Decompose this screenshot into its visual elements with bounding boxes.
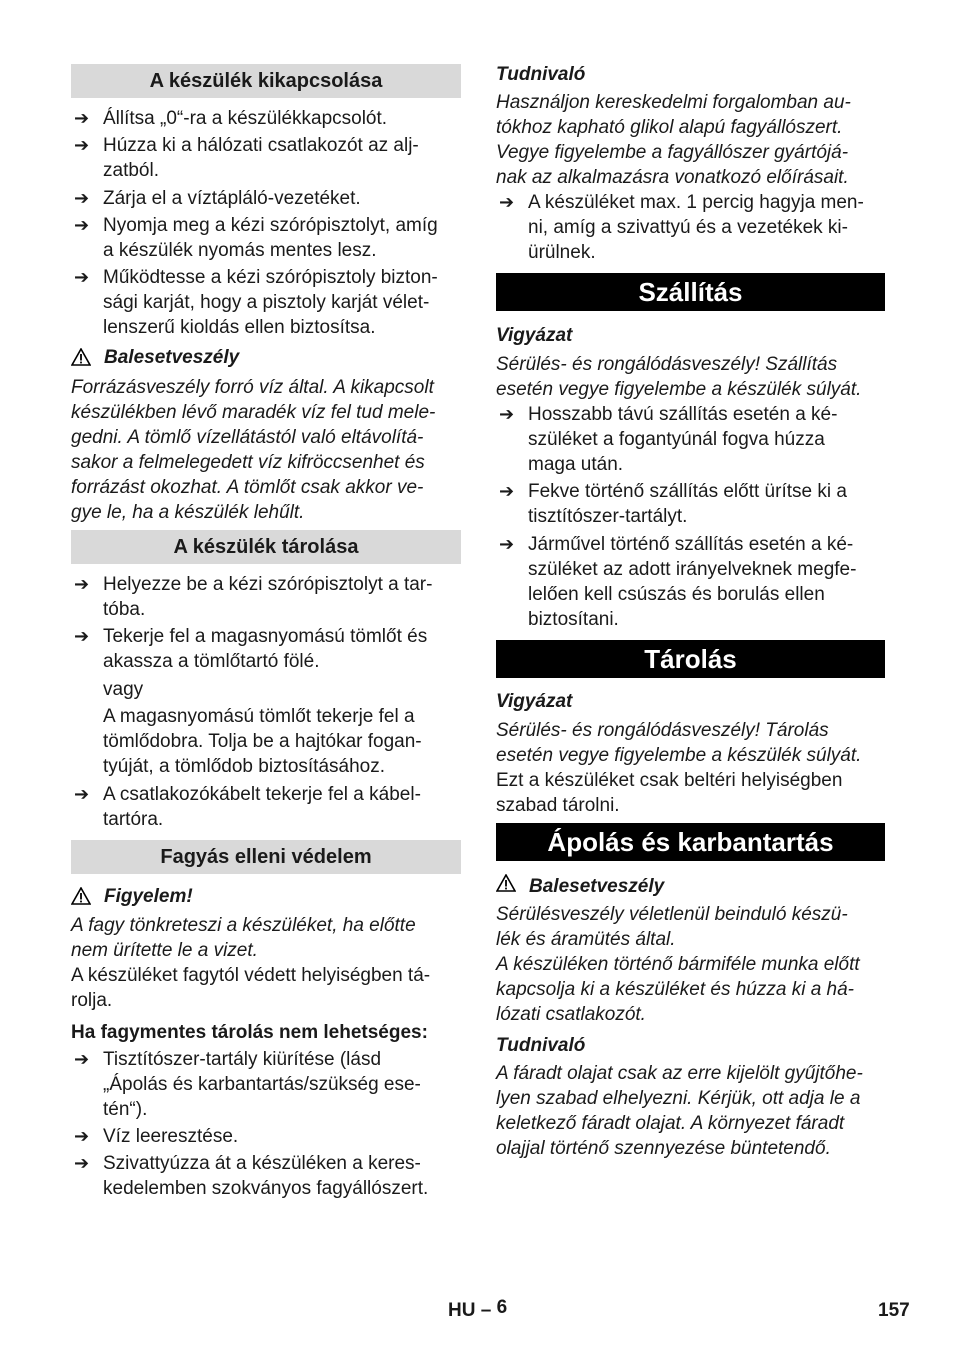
list-item-text: Járművel történő szállítás esetén a ké- xyxy=(528,534,854,555)
text-line: keletkező fáradt olajat. A környezet fáradt xyxy=(496,1113,845,1134)
text-line: Vegye figyelembe a fagyállószer gyártójá- xyxy=(496,142,849,163)
text-line: Vigyázat xyxy=(496,325,573,346)
page-total-number: 157 xyxy=(878,1300,910,1321)
arrow-icon: ➔ xyxy=(74,188,90,208)
list-item-text: lenszerű kioldás ellen biztosítsa. xyxy=(103,317,376,338)
footer-lang: HU xyxy=(448,1300,476,1321)
list-item-text: Állítsa „0“-ra a készülékkapcsolót. xyxy=(103,108,388,129)
arrow-icon: ➔ xyxy=(74,626,90,646)
warning-triangle-icon xyxy=(71,887,91,905)
list-item-text: tömlődobra. Tolja be a hajtókar fogan- xyxy=(103,731,422,752)
text-line: Forrázásveszély forró víz által. A kikapcsolt xyxy=(71,377,434,398)
section-heading-storage: A készülék tárolása xyxy=(71,530,461,564)
list-item-text: A csatlakozókábelt tekerje fel a kábel- xyxy=(103,784,421,805)
text-line: A készüléket fagytól védett helyiségben tá- xyxy=(71,965,431,986)
list-item-text: Szivattyúzza át a készüléken a keres- xyxy=(103,1153,421,1174)
text-line: Sérülés- és rongálódásveszély! Tárolás xyxy=(496,720,829,741)
text-line: Tudnivaló xyxy=(496,64,586,85)
text-line: lék és áramütés által. xyxy=(496,929,676,950)
arrow-icon: ➔ xyxy=(499,192,515,212)
list-item-text: sági karját, hogy a pisztoly karját vélet- xyxy=(103,292,430,313)
text-line: A fagy tönkreteszi a készüléket, ha előtte xyxy=(71,915,416,936)
text-line: forrázást okozhat. A tömlőt csak akkor ve- xyxy=(71,477,424,498)
text-line: esetén vegye figyelembe a készülék súlyát. xyxy=(496,745,862,766)
arrow-icon: ➔ xyxy=(74,1153,90,1173)
list-item-text: Fekve történő szállítás előtt ürítse ki a xyxy=(528,481,847,502)
list-item-text: akassza a tömlőtartó fölé. xyxy=(103,651,320,672)
text-line: Sérülés- és rongálódásveszély! Szállítás xyxy=(496,354,838,375)
text-line: lyen szabad elhelyezni. Kérjük, ott adja le a xyxy=(496,1088,861,1109)
text-line: Ezt a készüléket csak beltéri helyiségben xyxy=(496,770,843,791)
list-item-text: biztosítani. xyxy=(528,609,619,630)
page-footer-label xyxy=(448,1297,508,1322)
list-item-text: tyúját, a tömlődob biztosításához. xyxy=(103,756,385,777)
list-item-text: Működtesse a kézi szórópisztoly bizton- xyxy=(103,267,438,288)
warning-title: Figyelem! xyxy=(104,886,193,907)
warning-title: Balesetveszély xyxy=(529,876,665,897)
text-line: Vigyázat xyxy=(496,691,573,712)
list-item-text: maga után. xyxy=(528,454,624,475)
list-item-text: vagy xyxy=(103,679,144,700)
list-item-text: Húzza ki a hálózati csatlakozót az alj- xyxy=(103,135,419,156)
list-item-text: Tisztítószer-tartály kiürítése (lásd xyxy=(103,1049,382,1070)
text-line: A készüléken történő bármiféle munka előtt xyxy=(496,954,860,975)
text-line: lózati csatlakozót. xyxy=(496,1004,646,1025)
section-heading-maintenance: Ápolás és karbantartás xyxy=(496,823,885,861)
text-line: esetén vegye figyelembe a készülék súlyát. xyxy=(496,379,862,400)
footer-dash: – xyxy=(480,1300,492,1321)
footer-page-number: 6 xyxy=(496,1297,508,1318)
list-item-text: tartóra. xyxy=(103,809,164,830)
list-item-text: ni, amíg a szivattyú és a vezetékek ki- xyxy=(528,217,848,238)
arrow-icon: ➔ xyxy=(499,404,515,424)
list-item-text: Tekerje fel a magasnyomású tömlőt és xyxy=(103,626,428,647)
text-line: Ha fagymentes tárolás nem lehetséges: xyxy=(71,1022,428,1043)
text-line: szabad tárolni. xyxy=(496,795,620,816)
list-item-text: tén“). xyxy=(103,1099,148,1120)
text-line: Sérülésveszély véletlenül beinduló készü- xyxy=(496,904,848,925)
warning-triangle-icon xyxy=(496,874,516,892)
arrow-icon: ➔ xyxy=(74,135,90,155)
list-item-text: Hosszabb távú szállítás esetén a ké- xyxy=(528,404,838,425)
list-item-text: lelően kell csúszás és borulás ellen xyxy=(528,584,825,605)
list-item-text: A készüléket max. 1 percig hagyja men- xyxy=(528,192,864,213)
arrow-icon: ➔ xyxy=(74,1126,90,1146)
text-line: Tudnivaló xyxy=(496,1035,586,1056)
list-item-text: Víz leeresztése. xyxy=(103,1126,239,1147)
list-item-text: Zárja el a víztápláló-vezetéket. xyxy=(103,188,361,209)
text-line: Használjon kereskedelmi forgalomban au- xyxy=(496,92,851,113)
list-item-text: tóba. xyxy=(103,599,146,620)
section-heading-switch-off: A készülék kikapcsolása xyxy=(71,64,461,98)
text-line: sakor a felmelegedett víz kifröccsenhet és xyxy=(71,452,425,473)
warning-title: Balesetveszély xyxy=(104,347,240,368)
arrow-icon: ➔ xyxy=(74,1049,90,1069)
section-heading-storage: Tárolás xyxy=(496,640,885,678)
section-heading-transport: Szállítás xyxy=(496,273,885,311)
list-item-text: Nyomja meg a kézi szórópisztolyt, amíg xyxy=(103,215,438,236)
text-line: nak az alkalmazásra vonatkozó előírásait. xyxy=(496,167,849,188)
text-line: gye le, ha a készülék lehűlt. xyxy=(71,502,305,523)
list-item-text: tisztítószer-tartályt. xyxy=(528,506,688,527)
text-line: olajjal történő szennyezése büntetendő. xyxy=(496,1138,831,1159)
arrow-icon: ➔ xyxy=(499,534,515,554)
arrow-icon: ➔ xyxy=(499,481,515,501)
text-line: tókhoz kapható glikol alapú fagyállószert. xyxy=(496,117,843,138)
section-heading-frost: Fagyás elleni védelem xyxy=(71,840,461,874)
text-line: A fáradt olajat csak az erre kijelölt gyűjtőhe- xyxy=(496,1063,863,1084)
text-line: kapcsolja ki a készüléket és húzza ki a há- xyxy=(496,979,855,1000)
arrow-icon: ➔ xyxy=(74,215,90,235)
text-line: rolja. xyxy=(71,990,113,1011)
list-item-text: a készülék nyomás mentes lesz. xyxy=(103,240,377,261)
list-item-text: szüléket a fogantyúnál fogva húzza xyxy=(528,429,825,450)
list-item-text: Helyezze be a kézi szórópisztolyt a tar- xyxy=(103,574,433,595)
arrow-icon: ➔ xyxy=(74,784,90,804)
list-item-text: ürülnek. xyxy=(528,242,596,263)
arrow-icon: ➔ xyxy=(74,574,90,594)
arrow-icon: ➔ xyxy=(74,267,90,287)
list-item-text: kedelemben szokványos fagyállószert. xyxy=(103,1178,429,1199)
list-item-text: szüléket az adott irányelveknek megfe- xyxy=(528,559,857,580)
text-line: gedni. A tömlő vízellátástól való eltávolítá- xyxy=(71,427,424,448)
text-line: készülékben lévő maradék víz fel tud mele- xyxy=(71,402,436,423)
list-item-text: zatból. xyxy=(103,160,159,181)
warning-triangle-icon xyxy=(71,348,91,366)
list-item-text: A magasnyomású tömlőt tekerje fel a xyxy=(103,706,415,727)
arrow-icon: ➔ xyxy=(74,108,90,128)
list-item-text: „Ápolás és karbantartás/szükség ese- xyxy=(103,1074,421,1095)
text-line: nem ürítette le a vizet. xyxy=(71,940,258,961)
